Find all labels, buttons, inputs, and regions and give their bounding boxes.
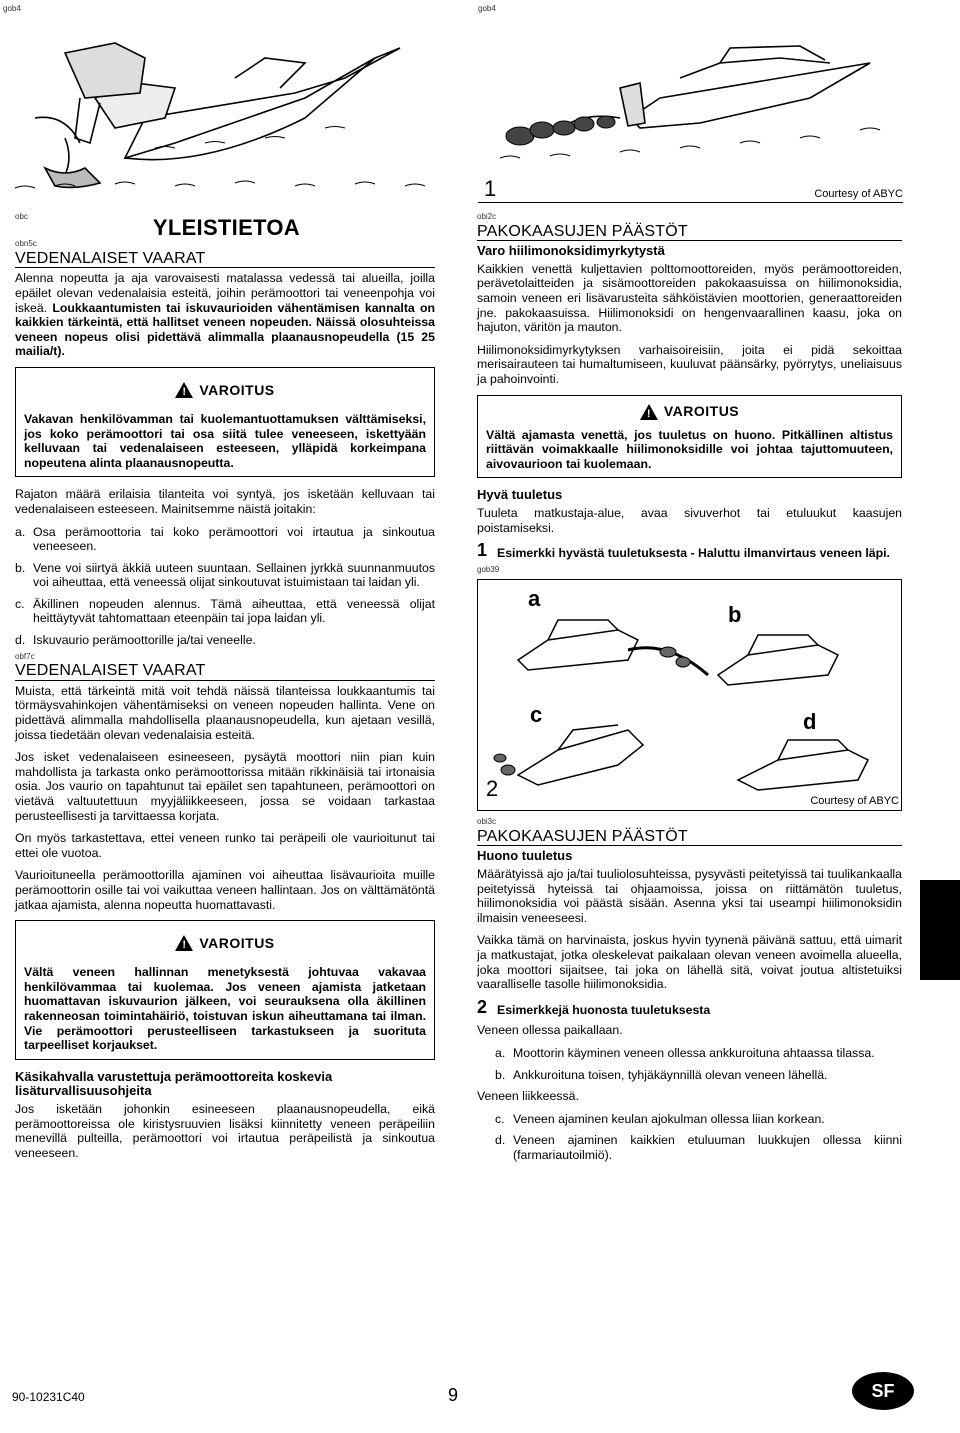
ventilation-figure <box>477 579 902 811</box>
section-code: obc <box>15 212 28 221</box>
warning-text: Vältä ajamasta venettä, jos tuuletus on huono. Pitkällinen altistus riittävän voimakkaalle hiilimonoksidille voi johtaa tajuttomuuteen, aivovaurioon tai kuolemaan. <box>486 427 893 471</box>
page-title: YLEISTIETOA <box>152 214 300 240</box>
section-code: obi3c <box>477 817 497 827</box>
boat-exhaust-illustration <box>480 18 900 173</box>
list-item: b. Ankkuroituna toisen, tyhjäkäynnillä olevan veneen lähellä. <box>495 1067 828 1082</box>
subsection-heading: Käsikahvalla varustettuja perämoottoreita koskevia lisäturvallisuusohjeita <box>15 1068 333 1099</box>
figure-number: 1 <box>484 176 497 201</box>
warning-box <box>15 920 435 1060</box>
warning-text: Vakavan henkilövamman tai kuolemantuottamuksen välttämiseksi, jos koko perämoottori tai osa siitä tulee veneeseen, iskettyään kelluvaan tai vedenalaiseen esteeseen, ylläpidä korkeimpana nopeutena alinta plaanausnopeutta. <box>24 411 426 470</box>
warning-triangle-icon: ! <box>175 382 193 398</box>
list-item: c. Äkillinen nopeuden alennus. Tämä aiheuttaa, että veneessä olijat heittäytyvät tahtomattaan eteenpäin tai jopa laidan yli. <box>15 596 435 626</box>
section-heading-underwater-hazards-2: VEDENALAISET VAARAT <box>15 664 435 681</box>
section-code: obi2c <box>477 212 497 221</box>
figure-label-a: a <box>528 586 541 612</box>
warning-label: VAROITUS <box>663 403 740 420</box>
page-number: 9 <box>448 1385 459 1405</box>
paragraph: On myös tarkastettava, ettei veneen runko tai peräpeili ole vaurioitunut tai ettei ole vuotoa. <box>15 831 435 860</box>
poor-ventilation-illustration <box>478 580 901 810</box>
list-item: a. Moottorin käyminen veneen ollessa ankkuroituna ahtaassa tilassa. <box>495 1046 875 1060</box>
paragraph: Veneen liikkeessä. <box>477 1089 579 1104</box>
paragraph: Hiilimonoksidimyrkytyksen varhaisoireisiin, joita ei pidä sekoittaa merisairauteen tai humaltumiseen, kuuluvat päänsärky, pyörrytys, uneliaisuus ja pahoinvointi. <box>477 342 902 386</box>
warning-label: VAROITUS <box>199 381 275 398</box>
paragraph: Alenna nopeutta ja aja varovaisesti matalassa vedessä tai alueilla, joilla epäilet olevan vedenalaisia esteitä, joihin perämoottori tai veneenpohja voi iskeä. Loukkaantumisten tai iskuvaurioiden vähentämisen kannalta on kaikkien tärkeintä, että hallitset veneen nopeuden. Näissä olosuhteissa veneen nopeus olisi pidettävä alimmalla plaanausnopeudella (15 25 mailia/t). <box>15 271 435 359</box>
paragraph: Vaikka tämä on harvinaista, joskus hyvin tyynenä päivänä sattuu, että uimarit ja matkustajat, jotka oleskelevat paikalaan olevan veneen avoimella alueella, joka moottori sijaitsee, tai joka on lähellä sitä, voivat joutua altistetuiksi vaaralliselle tasolle hiilimonoksidia. <box>477 933 902 992</box>
left-column <box>15 210 435 1168</box>
figure-number: 2 <box>486 776 499 802</box>
warning-triangle-icon: ! <box>175 935 193 951</box>
section-heading-exhaust-emissions-2: PAKOKAASUJEN PÄÄSTÖT <box>477 830 902 847</box>
figure-label-b: b <box>728 602 742 628</box>
list-item: d. Veneen ajaminen kaikkien etuluuman luukkujen ollessa kiinni (farmariautoilmiö). <box>495 1133 902 1162</box>
warning-triangle-icon: ! <box>640 404 658 420</box>
section-heading-exhaust-emissions: PAKOKAASUJEN PÄÄSTÖT <box>477 225 902 242</box>
paragraph: Veneen ollessa paikallaan. <box>477 1023 623 1038</box>
paragraph: Muista, että tärkeintä mitä voit tehdä näissä tilanteissa loukkaantumis tai törmäysvahinkojen vähentämiseksi on veneen nopeuden hallinta. Vene on pidettävä alimmalla mahdollisella plaanausnopeudella, kun ajetaan vesillä, joissa tiedetään olevan vedenalaisia esteitä. <box>15 683 435 742</box>
section-tab-marker <box>920 880 960 980</box>
warning-box <box>477 395 902 479</box>
paragraph: Määrätyissä ajo ja/tai tuuliolosuhteissa, pysyvästi peitetyissä tai tuulikankaalla peitetyissä hyteissä tai ohjaamoissa, joissa on riittämätön tuuletus, hiilimonoksidia voi päästä sisään. Asenna yksi tai useampi hiilimonoksidin ilmaisin veneeseesi. <box>477 867 902 925</box>
paragraph: Rajaton määrä erilaisia tilanteita voi syntyä, jos isketään kelluvaan tai vedenalaiseen esteeseen. Mainitsemme näistä joitakin: <box>15 487 435 516</box>
list-item: b. Vene voi siirtyä äkkiä uuteen suuntaan. Sellainen jyrkkä suunnanmuutos voi aiheuttaa, että veneessä olijat sinkoutuvat istuimistaan tai laidan yli. <box>15 560 435 590</box>
figure-code-top-right: gob4 <box>478 4 496 13</box>
figure-credit: Courtesy of ABYC <box>814 188 903 200</box>
warning-text: Vältä veneen hallinnan menetyksestä johtuvaa vakavaa henkilövammaa tai kuolemaa. Jos veneen ajamista jatketaan huomattavan iskuvaurion jälkeen, voi seurauksena olla äkillinen rakenneosan toimintahäiriö, toistuvan iskun aiheuttamana tai ilman. Vie perämoottori perusteelliseen tarkastukseen ja suorituta tarpeelliset korjaukset. <box>24 965 426 1053</box>
figure-1-title: 1 Esimerkki hyvästä tuuletuksesta - Haluttu ilmanvirtaus veneen läpi. <box>477 540 890 561</box>
warning-box <box>15 367 435 477</box>
list-item: d. Iskuvaurio perämoottorille ja/tai veneelle. <box>15 633 256 648</box>
subsection-heading: Huono tuuletus <box>477 848 573 864</box>
figure-label-c: c <box>530 702 543 728</box>
figure-code: gob39 <box>477 564 500 574</box>
section-heading-underwater-hazards: VEDENALAISET VAARAT <box>15 252 435 269</box>
paragraph: Jos isketään johonkin esineeseen plaanausnopeudella, eikä perämoottoreissa ole kiristysruuvien lisäksi kiinnitetty veneen peräpeiliin menevillä pulteilla, perämoottori voi irtautua peräpeilistä ja sinkoutua veneeseen. <box>15 1101 435 1160</box>
document-code: 90-10231C40 <box>12 1390 85 1404</box>
section-code: obf7c <box>15 651 35 661</box>
list-item: c. Veneen ajaminen keulan ajokulman ollessa liian korkean. <box>495 1111 825 1126</box>
paragraph: Kaikkien venettä kuljettavien polttomoottoreiden, myös perämoottoreiden, perävetolaitteiden ja sisämoottoreiden pakokaasuissa on hiilimonoksidia, samoin veneen eri lisävarusteita sähköistävien moottorien, generaattoreiden jne. pakokaasuissa. Hiilimonoksidi on hengenvaarallinen kaasu, joka on hajuton, väritön ja mauton. <box>477 261 902 335</box>
paragraph: Vaurioituneella perämoottorilla ajaminen voi aiheuttaa lisävaurioita muille perämoottorin osille tai voi vaikuttaa veneen hallintaan. Jos on välttämätöntä jatkaa ajamista, alenna nopeutta huomattavasti. <box>15 868 435 912</box>
figure-label-d: d <box>803 709 817 735</box>
figure-code-top-left: gob4 <box>3 4 21 13</box>
paragraph: Tuuleta matkustaja-alue, avaa sivuverhot tai etuluukut kaasujen poistamiseksi. <box>477 505 902 535</box>
right-column <box>477 210 902 1170</box>
language-badge: SF <box>852 1372 914 1410</box>
subsection-heading: Varo hiilimonoksidimyrkytystä <box>477 243 665 259</box>
paragraph: Jos isket vedenalaiseen esineeseen, pysäytä moottori niin pian kuin mahdollista ja tarkasta onko perämoottorissa mitään rikkinäisiä tai irtonaisia osia. Jos vaurio on tapahtunut tai epäilet sen tapahtuneen, perämoottori on vietävä valtuutettuun myyjäliikkeeseen, jossa se voidaan tarkastaa perusteellisesti ja tarvittaessa korjata. <box>15 750 435 823</box>
figure-credit: Courtesy of ABYC <box>810 795 899 808</box>
figure-2-title: 2 Esimerkkejä huonosta tuuletuksesta <box>477 996 711 1017</box>
boat-impact-illustration <box>5 18 445 198</box>
list-item: a. Osa perämoottoria tai koko perämoottori voi irtautua ja sinkoutua veneeseen. <box>15 524 435 554</box>
section-code: obn5c <box>15 239 37 249</box>
subsection-heading: Hyvä tuuletus <box>477 487 563 503</box>
figure-1-caption-bar <box>478 176 903 203</box>
warning-label: VAROITUS <box>199 934 275 951</box>
